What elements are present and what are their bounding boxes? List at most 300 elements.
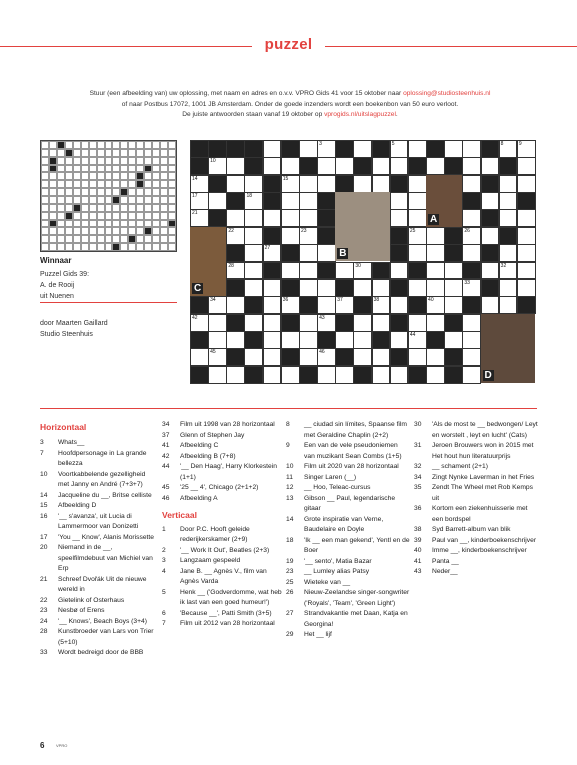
clue-item <box>40 438 158 449</box>
clue-item <box>414 546 538 557</box>
grid-cell[interactable] <box>499 296 518 314</box>
grid-cell[interactable] <box>408 175 427 193</box>
black-cell <box>390 279 409 297</box>
grid-cell[interactable] <box>353 314 372 332</box>
mini-cell <box>168 141 176 149</box>
grid-cell[interactable] <box>281 331 300 349</box>
mini-cell <box>112 180 120 188</box>
grid-cell[interactable] <box>263 157 282 175</box>
grid-cell[interactable] <box>208 331 227 349</box>
horizontal-heading: Horizontaal <box>40 422 87 432</box>
mini-cell <box>57 157 65 165</box>
clue-item <box>286 462 410 473</box>
grid-cell[interactable] <box>263 348 282 366</box>
mini-cell <box>120 196 128 204</box>
clue-number: 25 <box>286 578 294 586</box>
previous-solution-thumbnail <box>40 140 177 252</box>
mini-cell <box>105 188 113 196</box>
grid-cell[interactable] <box>372 157 391 175</box>
grid-cell[interactable] <box>317 366 336 384</box>
grid-cell[interactable] <box>462 348 481 366</box>
mini-cell <box>49 188 57 196</box>
mini-cell <box>144 235 152 243</box>
grid-cell[interactable] <box>317 175 336 193</box>
grid-cell[interactable] <box>426 314 445 332</box>
grid-cell[interactable] <box>444 262 463 280</box>
grid-cell[interactable] <box>499 209 518 227</box>
grid-cell[interactable] <box>226 296 245 314</box>
mini-cell <box>41 172 49 180</box>
photo-b <box>335 192 389 261</box>
mini-cell <box>160 227 168 235</box>
grid-cell[interactable] <box>281 192 300 210</box>
clue-item <box>162 452 284 463</box>
clue-item <box>162 525 284 546</box>
black-cell <box>499 227 518 245</box>
grid-cell[interactable] <box>517 209 536 227</box>
grid-cell[interactable] <box>372 314 391 332</box>
clue-item <box>40 470 158 491</box>
grid-cell[interactable] <box>408 279 427 297</box>
mini-cell <box>65 204 73 212</box>
grid-cell[interactable] <box>190 314 209 332</box>
clue-number: 9 <box>518 141 522 147</box>
black-cell <box>444 348 463 366</box>
mini-cell <box>136 180 144 188</box>
grid-cell[interactable] <box>408 209 427 227</box>
grid-cell[interactable] <box>263 366 282 384</box>
mini-cell <box>41 235 49 243</box>
grid-cell[interactable] <box>481 157 500 175</box>
black-cell <box>190 296 209 314</box>
grid-cell[interactable] <box>244 175 263 193</box>
grid-cell[interactable] <box>390 209 409 227</box>
grid-cell[interactable] <box>408 244 427 262</box>
mini-cell <box>65 220 73 228</box>
black-cell <box>281 348 300 366</box>
black-cell <box>390 227 409 245</box>
black-cell <box>281 244 300 262</box>
clue-text: 'Ik __ een man gekend', Yentl en de Boer <box>304 536 410 554</box>
mini-cell <box>57 172 65 180</box>
grid-cell[interactable] <box>462 314 481 332</box>
email-link[interactable]: oplossing@studiosteenhuis.nl <box>403 90 491 97</box>
grid-cell[interactable] <box>299 348 318 366</box>
clue-number: 35 <box>414 484 422 491</box>
mini-cell <box>97 204 105 212</box>
clue-text: Afbeelding C <box>180 442 219 449</box>
grid-cell[interactable] <box>372 366 391 384</box>
mini-cell <box>65 180 73 188</box>
mini-cell <box>97 141 105 149</box>
grid-cell[interactable] <box>426 157 445 175</box>
mini-cell <box>89 180 97 188</box>
mini-cell <box>41 180 49 188</box>
clue-item <box>414 525 538 536</box>
grid-cell[interactable] <box>372 296 391 314</box>
grid-cell[interactable] <box>208 366 227 384</box>
grid-cell[interactable] <box>499 175 518 193</box>
mini-cell <box>97 188 105 196</box>
mini-cell <box>168 180 176 188</box>
grid-cell[interactable] <box>444 296 463 314</box>
grid-cell[interactable] <box>244 279 263 297</box>
grid-cell[interactable] <box>244 244 263 262</box>
grid-cell[interactable] <box>353 331 372 349</box>
mini-cell <box>81 165 89 173</box>
grid-cell[interactable] <box>408 227 427 245</box>
clue-number: 23 <box>286 568 294 575</box>
black-cell <box>263 227 282 245</box>
grid-cell[interactable] <box>517 157 536 175</box>
grid-cell[interactable] <box>208 296 227 314</box>
grid-cell[interactable] <box>462 331 481 349</box>
grid-cell[interactable] <box>499 140 518 158</box>
clue-number: 38 <box>373 297 380 304</box>
clue-item <box>286 536 410 557</box>
grid-cell[interactable] <box>499 192 518 210</box>
grid-cell[interactable] <box>299 279 318 297</box>
grid-cell[interactable] <box>299 244 318 262</box>
mini-cell <box>65 196 73 204</box>
grid-cell[interactable] <box>244 209 263 227</box>
grid-cell[interactable] <box>244 314 263 332</box>
grid-cell[interactable] <box>390 157 409 175</box>
grid-cell[interactable] <box>190 348 209 366</box>
mini-cell <box>89 227 97 235</box>
grid-cell[interactable] <box>481 262 500 280</box>
grid-cell[interactable] <box>426 262 445 280</box>
grid-cell[interactable] <box>462 244 481 262</box>
grid-cell[interactable] <box>335 157 354 175</box>
grid-cell[interactable] <box>190 192 209 210</box>
grid-cell[interactable] <box>444 279 463 297</box>
grid-cell[interactable] <box>299 209 318 227</box>
clue-text: Jeroen Brouwers won in 2015 met Het hout hun literatuurprijs <box>432 442 534 460</box>
grid-cell[interactable] <box>299 192 318 210</box>
clue-text: '__ s'avanza', uit Lucia di Lammermoor van Donizetti <box>58 512 139 530</box>
grid-cell[interactable] <box>426 279 445 297</box>
grid-cell[interactable] <box>517 227 536 245</box>
grid-cell[interactable] <box>317 140 336 158</box>
black-cell <box>462 262 481 280</box>
grid-cell[interactable] <box>517 175 536 193</box>
grid-cell[interactable] <box>317 157 336 175</box>
clue-text: Jane B. __ Agnès V., film van Agnès Varda <box>180 567 267 585</box>
mini-cell <box>41 149 49 157</box>
grid-cell[interactable] <box>462 227 481 245</box>
clue-number: 3 <box>319 141 322 147</box>
grid-cell[interactable] <box>299 175 318 193</box>
grid-cell[interactable] <box>317 296 336 314</box>
clue-number: 37 <box>337 297 343 304</box>
clue-item <box>162 619 284 630</box>
mini-cell <box>112 196 120 204</box>
clue-item <box>40 627 158 648</box>
grid-cell[interactable] <box>426 296 445 314</box>
grid-cell[interactable] <box>462 140 481 158</box>
grid-cell[interactable] <box>299 227 318 245</box>
grid-cell[interactable] <box>444 331 463 349</box>
grid-cell[interactable] <box>499 279 518 297</box>
grid-cell[interactable] <box>281 262 300 280</box>
mini-cell <box>89 172 97 180</box>
grid-cell[interactable] <box>517 279 536 297</box>
grid-cell[interactable] <box>281 209 300 227</box>
clue-text: Grote inspiratie van Verne, Baudelaire en Doyle <box>304 515 384 533</box>
mini-cell <box>57 196 65 204</box>
grid-cell[interactable] <box>499 244 518 262</box>
grid-cell[interactable] <box>263 331 282 349</box>
grid-cell[interactable] <box>299 314 318 332</box>
mini-cell <box>105 149 113 157</box>
mini-cell <box>120 157 128 165</box>
clue-number: 44 <box>409 331 416 338</box>
black-cell <box>263 262 282 280</box>
mini-cell <box>105 196 113 204</box>
grid-cell[interactable] <box>499 262 518 280</box>
grid-cell[interactable] <box>408 331 427 349</box>
grid-cell[interactable] <box>226 175 245 193</box>
grid-cell[interactable] <box>462 175 481 193</box>
grid-cell[interactable] <box>281 366 300 384</box>
grid-cell[interactable] <box>372 175 391 193</box>
clue-text: '__ Work It Out', Beatles (2+3) <box>180 546 270 554</box>
clue-number: 2 <box>162 546 166 554</box>
clue-number: 18 <box>246 193 253 200</box>
mini-cell <box>89 212 97 220</box>
grid-cell[interactable] <box>335 296 354 314</box>
clue-text: Film uit 2020 van 28 horizontaal <box>304 463 399 470</box>
grid-cell[interactable] <box>226 209 245 227</box>
mini-cell <box>57 204 65 212</box>
mini-cell <box>160 235 168 243</box>
clue-text: Door P.C. Hooft geleide rederijkerskamer (2+9) <box>180 525 250 543</box>
intro-text-3: De juiste antwoorden staan vanaf 19 oktober op <box>182 111 325 118</box>
clue-item <box>162 420 284 431</box>
clue-item <box>40 501 158 512</box>
mini-cell <box>49 204 57 212</box>
mini-cell <box>89 243 97 251</box>
grid-cell[interactable] <box>190 175 209 193</box>
grid-cell[interactable] <box>263 209 282 227</box>
crossword-grid[interactable] <box>190 140 535 383</box>
grid-cell[interactable] <box>281 175 300 193</box>
black-cell <box>353 157 372 175</box>
clue-number: 45 <box>210 349 216 356</box>
grid-cell[interactable] <box>481 192 500 210</box>
grid-cell[interactable] <box>263 140 282 158</box>
grid-cell[interactable] <box>190 209 209 227</box>
clues-column-2 <box>162 420 284 630</box>
mini-cell <box>160 212 168 220</box>
mini-cell <box>73 141 81 149</box>
clue-item <box>414 441 538 462</box>
mini-cell <box>128 220 136 228</box>
grid-cell[interactable] <box>263 314 282 332</box>
mini-cell <box>168 188 176 196</box>
clue-text: Strandvakantie met Daan, Katja en Georgina! <box>304 610 408 628</box>
grid-cell[interactable] <box>244 348 263 366</box>
grid-cell[interactable] <box>208 192 227 210</box>
grid-cell[interactable] <box>281 296 300 314</box>
clue-text: 'Als de most te __ bedwongen/ Leyt en worstelt , leyt en lucht' (Cats) <box>432 421 538 439</box>
grid-cell[interactable] <box>517 244 536 262</box>
grid-cell[interactable] <box>263 279 282 297</box>
grid-cell[interactable] <box>281 227 300 245</box>
black-cell <box>481 279 500 297</box>
grid-cell[interactable] <box>335 331 354 349</box>
black-cell <box>317 262 336 280</box>
mini-cell <box>57 220 65 228</box>
clue-number: 37 <box>162 431 170 439</box>
grid-cell[interactable] <box>517 262 536 280</box>
grid-cell[interactable] <box>353 279 372 297</box>
grid-cell[interactable] <box>353 262 372 280</box>
grid-cell[interactable] <box>317 314 336 332</box>
grid-cell[interactable] <box>426 366 445 384</box>
mini-cell <box>81 204 89 212</box>
clue-text: Kunstbroeder van Lars von Trier (5+10) <box>58 628 154 646</box>
grid-cell[interactable] <box>299 262 318 280</box>
mini-cell <box>73 157 81 165</box>
mini-cell <box>97 220 105 228</box>
grid-cell[interactable] <box>426 348 445 366</box>
mini-cell <box>112 204 120 212</box>
grid-cell[interactable] <box>353 175 372 193</box>
clue-text: 'You __ Know', Alanis Morissette <box>58 533 154 541</box>
grid-cell[interactable] <box>226 227 245 245</box>
grid-cell[interactable] <box>444 140 463 158</box>
clue-number: 30 <box>355 262 361 269</box>
mini-cell <box>144 180 152 188</box>
grid-cell[interactable] <box>372 279 391 297</box>
grid-cell[interactable] <box>462 366 481 384</box>
results-link[interactable]: vprogids.nl/uitslagpuzzel <box>324 111 396 118</box>
grid-cell[interactable] <box>244 192 263 210</box>
grid-cell[interactable] <box>390 366 409 384</box>
mini-cell <box>81 235 89 243</box>
grid-cell[interactable] <box>481 296 500 314</box>
grid-cell[interactable] <box>408 192 427 210</box>
mini-cell <box>105 227 113 235</box>
grid-cell[interactable] <box>281 157 300 175</box>
grid-cell[interactable] <box>462 209 481 227</box>
page-title: puzzel <box>0 36 577 53</box>
clue-text: Wordt bedreigd door de BBB <box>58 649 144 656</box>
grid-cell[interactable] <box>390 331 409 349</box>
grid-cell[interactable] <box>226 366 245 384</box>
clue-number: 11 <box>286 473 293 481</box>
grid-cell[interactable] <box>299 140 318 158</box>
grid-cell[interactable] <box>390 296 409 314</box>
mini-cell <box>49 196 57 204</box>
grid-cell[interactable] <box>317 244 336 262</box>
mini-cell <box>112 243 120 251</box>
grid-cell[interactable] <box>208 314 227 332</box>
grid-cell[interactable] <box>335 366 354 384</box>
black-cell <box>444 157 463 175</box>
mini-cell <box>136 243 144 251</box>
grid-cell[interactable] <box>317 279 336 297</box>
mini-cell <box>128 180 136 188</box>
clue-number: 17 <box>40 533 48 541</box>
clue-text: Schreef Dvořák Uit de nieuwe wereld in <box>58 575 147 593</box>
mini-cell <box>65 188 73 196</box>
clue-number: 45 <box>162 484 170 491</box>
grid-cell[interactable] <box>408 348 427 366</box>
clue-number: 10 <box>40 470 48 478</box>
mini-cell <box>128 157 136 165</box>
clue-number: 43 <box>414 568 422 575</box>
clue-number: 6 <box>162 609 166 617</box>
grid-cell[interactable] <box>481 227 500 245</box>
grid-cell[interactable] <box>226 262 245 280</box>
clue-number: 28 <box>228 262 234 269</box>
grid-cell[interactable] <box>517 140 536 158</box>
black-cell <box>263 192 282 210</box>
grid-cell[interactable] <box>462 157 481 175</box>
grid-cell[interactable] <box>353 348 372 366</box>
clue-text: Film uit 2012 van 28 horizontaal <box>180 620 275 627</box>
clue-item <box>286 441 410 462</box>
mini-cell <box>89 141 97 149</box>
grid-cell[interactable] <box>226 331 245 349</box>
grid-cell[interactable] <box>244 262 263 280</box>
black-cell <box>517 296 536 314</box>
clue-item <box>40 543 158 575</box>
mini-cell <box>73 188 81 196</box>
grid-cell[interactable] <box>408 314 427 332</box>
grid-cell[interactable] <box>263 244 282 262</box>
black-cell <box>281 140 300 158</box>
clue-item <box>40 606 158 617</box>
grid-cell[interactable] <box>390 192 409 210</box>
grid-cell[interactable] <box>372 348 391 366</box>
black-cell <box>299 366 318 384</box>
clue-number: 13 <box>286 494 294 502</box>
mini-cell <box>81 212 89 220</box>
mini-cell <box>112 157 120 165</box>
grid-cell[interactable] <box>208 157 227 175</box>
grid-cell[interactable] <box>408 140 427 158</box>
mini-cell <box>41 188 49 196</box>
mini-cell <box>144 149 152 157</box>
mini-cell <box>49 165 57 173</box>
intro-text: Stuur (een afbeelding van) uw oplossing, met naam en adres en o.v.v. VPRO Gids 41 voor 15 oktober naar <box>89 90 404 97</box>
clue-number: 43 <box>319 314 325 321</box>
grid-cell[interactable] <box>462 279 481 297</box>
mini-cell <box>112 149 120 157</box>
grid-cell[interactable] <box>208 348 227 366</box>
grid-cell[interactable] <box>317 348 336 366</box>
grid-cell[interactable] <box>426 227 445 245</box>
grid-cell[interactable] <box>390 262 409 280</box>
grid-cell[interactable] <box>353 140 372 158</box>
clue-number: 33 <box>464 279 470 286</box>
grid-cell[interactable] <box>263 296 282 314</box>
grid-cell[interactable] <box>226 157 245 175</box>
clue-item <box>414 504 538 525</box>
mini-cell <box>73 227 81 235</box>
black-cell <box>244 331 263 349</box>
grid-cell[interactable] <box>244 227 263 245</box>
grid-cell[interactable] <box>299 331 318 349</box>
mini-cell <box>128 149 136 157</box>
grid-cell[interactable] <box>426 244 445 262</box>
grid-cell[interactable] <box>390 140 409 158</box>
grid-cell[interactable] <box>335 262 354 280</box>
